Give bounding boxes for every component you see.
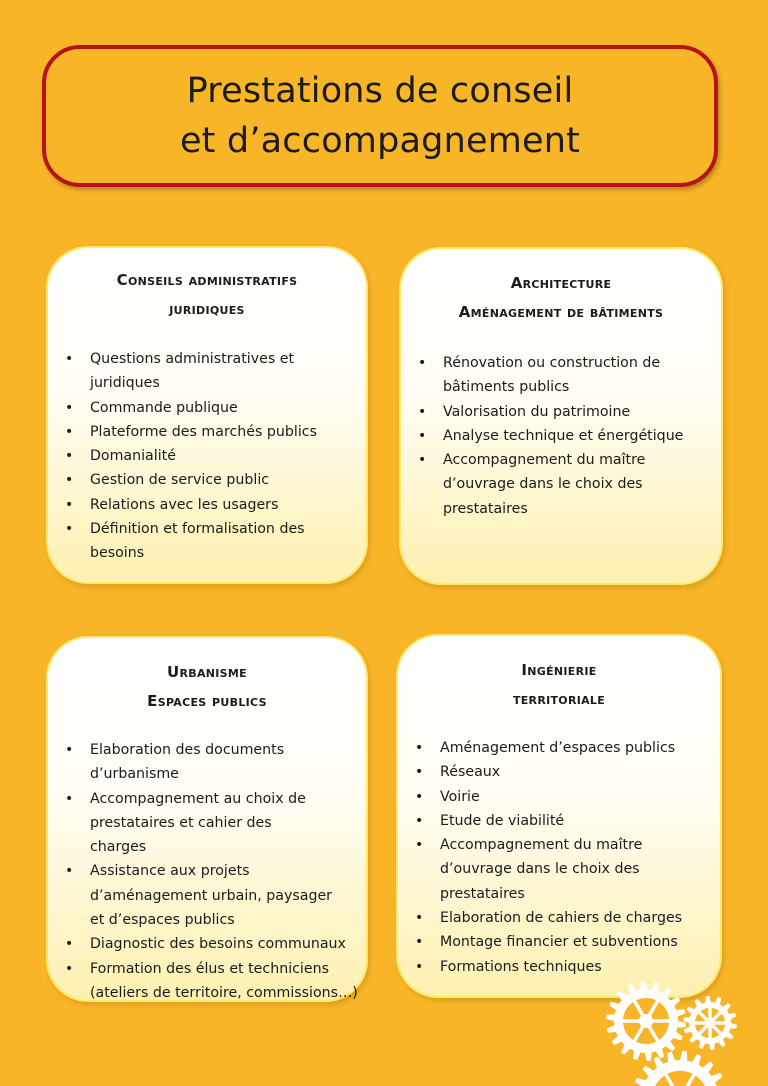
card-title-line: territoriale bbox=[512, 690, 606, 708]
card-ingenierie-territoriale bbox=[396, 634, 722, 998]
card-list bbox=[48, 738, 366, 1005]
gear-small-icon bbox=[683, 996, 737, 1050]
card-conseils-administratifs bbox=[46, 246, 368, 584]
gears-icon bbox=[600, 975, 768, 1086]
list-item: • Plateforme des marchés publics bbox=[48, 420, 366, 444]
gear-large-icon bbox=[606, 981, 686, 1061]
list-item: • Accompagnement du maître d’ouvrage dans le choix des prestataires bbox=[398, 833, 690, 906]
card-title-line: Conseils administratifs bbox=[116, 271, 298, 289]
card-list bbox=[401, 351, 721, 521]
card-title-line: juridiques bbox=[169, 300, 245, 318]
list-item: • Valorisation du patrimoine bbox=[401, 400, 721, 424]
list-item: • Voirie bbox=[398, 785, 720, 809]
card-title-line: Urbanisme bbox=[167, 663, 247, 681]
page-title-line-2: et d’accompagnement bbox=[179, 121, 581, 161]
list-item: • Réseaux bbox=[398, 760, 720, 784]
list-item: • Gestion de service public bbox=[48, 468, 366, 492]
list-item: • Assistance aux projets d’aménagement urbain, paysager et d’espaces publics bbox=[48, 859, 345, 932]
card-title bbox=[48, 658, 366, 716]
list-item: • Commande publique bbox=[48, 396, 366, 420]
list-item: • Analyse technique et énergétique bbox=[401, 424, 721, 448]
list-item: • Formations techniques bbox=[398, 955, 720, 979]
card-title bbox=[48, 266, 366, 324]
list-item: • Relations avec les usagers bbox=[48, 493, 366, 517]
list-item: • Elaboration de cahiers de charges bbox=[398, 906, 720, 930]
list-item: • Domanialité bbox=[48, 444, 366, 468]
card-title-line: Aménagement de bâtiments bbox=[458, 303, 664, 321]
card-title-line: Espaces publics bbox=[147, 692, 267, 710]
card-architecture bbox=[399, 247, 723, 585]
page-title-line-1: Prestations de conseil bbox=[186, 71, 574, 111]
page-title-box bbox=[42, 45, 718, 187]
list-item: • Formation des élus et techniciens (ateliers de territoire, commissions…) bbox=[48, 957, 360, 1006]
card-list bbox=[48, 347, 366, 566]
list-item: • Montage financier et subventions bbox=[398, 930, 720, 954]
list-item: • Elaboration des documents d’urbanisme bbox=[48, 738, 320, 787]
list-item: • Diagnostic des besoins communaux bbox=[48, 932, 366, 956]
list-item: • Aménagement d’espaces publics bbox=[398, 736, 720, 760]
card-title-line: Architecture bbox=[510, 274, 612, 292]
list-item: • Rénovation ou construction de bâtiments publics bbox=[401, 351, 673, 400]
list-item: • Accompagnement au choix de prestataires et cahier des charges bbox=[48, 787, 330, 860]
card-urbanisme bbox=[46, 636, 368, 1002]
card-list bbox=[398, 736, 720, 979]
list-item: • Définition et formalisation des besoins bbox=[48, 517, 320, 566]
card-title bbox=[401, 269, 721, 327]
list-item: • Etude de viabilité bbox=[398, 809, 720, 833]
card-title bbox=[398, 656, 720, 714]
card-title-line: Ingénierie bbox=[521, 661, 597, 679]
list-item: • Accompagnement du maître d’ouvrage dans le choix des prestataires bbox=[401, 448, 678, 521]
list-item: • Questions administratives et juridiques bbox=[48, 347, 320, 396]
